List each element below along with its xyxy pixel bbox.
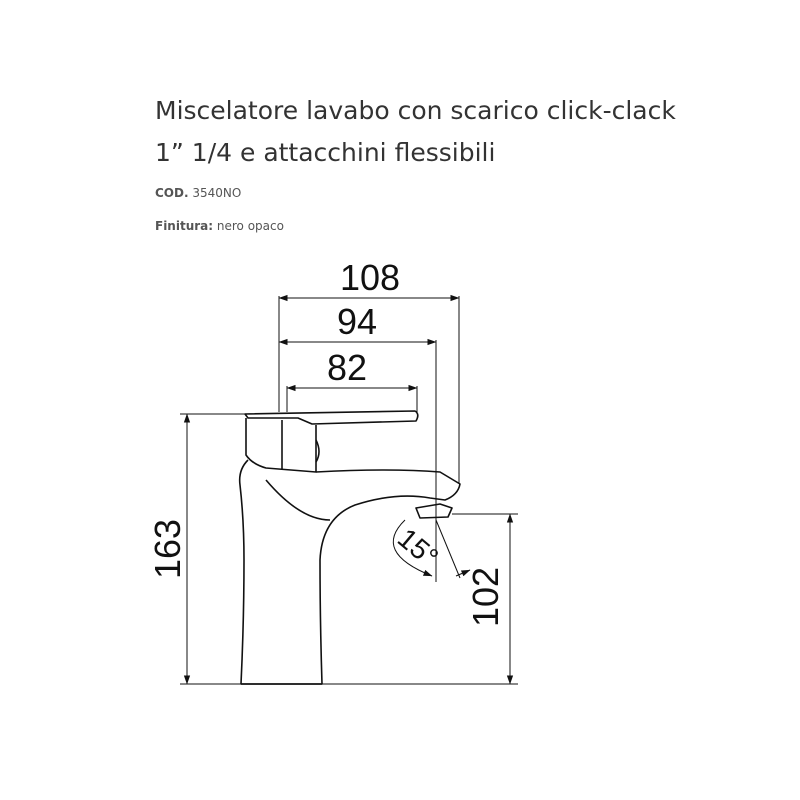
product-code-label: COD. — [155, 186, 189, 200]
faucet-handle-block — [246, 418, 316, 472]
product-title: Miscelatore lavabo con scarico click-clack 1” 1/4 e attacchini flessibili — [155, 96, 676, 167]
dim-label-94: 94 — [336, 301, 378, 342]
dim-label-angle: 15° — [391, 522, 445, 574]
product-finish-label: Finitura: — [155, 219, 214, 233]
dim-label-102: 102 — [465, 566, 506, 628]
faucet-lever — [245, 411, 418, 424]
faucet-body — [240, 460, 460, 684]
faucet-aerator — [416, 504, 452, 518]
dim-label-108: 108 — [339, 257, 401, 298]
dim-label-82: 82 — [326, 347, 368, 388]
product-code-value: 3540NO — [192, 186, 242, 200]
product-finish-value: nero opaco — [216, 219, 284, 233]
dim-label-163: 163 — [147, 518, 188, 580]
